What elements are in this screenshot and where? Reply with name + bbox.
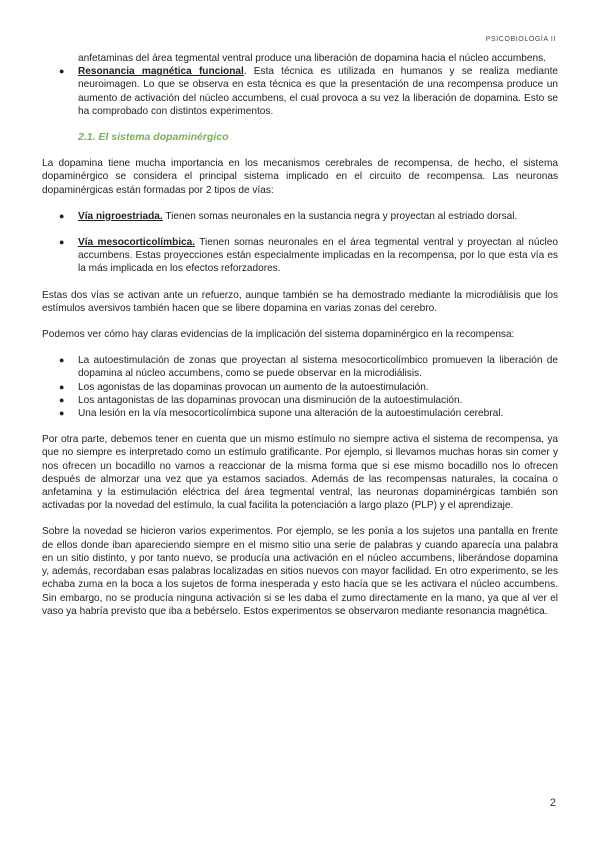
running-header: PSICOBIOLOGÍA II bbox=[485, 36, 556, 43]
pathway-term: Vía nigroestriada. bbox=[78, 210, 163, 222]
evidence-item bbox=[42, 394, 558, 407]
evidence-item bbox=[42, 354, 558, 380]
bullet-term: Resonancia magnética funcional bbox=[78, 66, 244, 78]
evidence-text: La autoestimulación de zonas que proyectan al sistema mesocorticolímbico promueven la liberación de dopamina al núcleo accumbens, como se puede observar en la microdiálisis. bbox=[78, 355, 558, 380]
bullet-icon: ● bbox=[59, 355, 65, 366]
paragraph-evidence-intro: Podemos ver cómo hay claras evidencias de la implicación del sistema dopaminérgico en la recompensa: bbox=[42, 329, 515, 341]
evidence-text: Los antagonistas de las dopaminas provocan una disminución de la autoestimulación. bbox=[78, 394, 463, 406]
evidence-text: Los agonistas de las dopaminas provocan un aumento de la autoestimulación. bbox=[78, 381, 429, 393]
bullet-fmri bbox=[42, 65, 558, 118]
bullet-icon: ● bbox=[59, 237, 65, 248]
page-number: 2 bbox=[549, 797, 556, 809]
evidence-list bbox=[42, 354, 558, 420]
pathway-item bbox=[42, 210, 558, 223]
paragraph-experiments: Sobre la novedad se hicieron varios experimentos. Por ejemplo, se les ponía a los sujetos una pantalla en frente de ellos donde iban apareciendo siempre en el mismo sitio una serie de palabras y cuando aparecía una palabra en un sitio distinto, y por tanto nuevo, se producía una activación en el núcleo accumbens, liberándose dopamina y, además, recordaban esas palabras localizadas en sitios nuevos con mayor facilidad. En otro experimento, se les echaba zuma en la boca a los sujetos de forma inesperada y esto hacía que se les activara el núcleo accumbens. Sin embargo, no se producía ninguna activación si se les daba el zumo directamente en la mano, ya que al ver el vaso ya habría previsto que iba a bebérselo. Estos experimentos se observaron mediante resonancia magnética. bbox=[42, 526, 558, 617]
bullet-icon: ● bbox=[59, 66, 65, 77]
bullet-text: . Esta técnica es utilizada en humanos y se realiza mediante neuroimagen. Lo que se observa en esta técnica es que la presentación de una recompensa produce un aumento de activación del núcleo accumbens, el cual provoca a su vez la liberación de dopamina. Esto se ha comprobado con distintos experimentos. bbox=[78, 66, 558, 117]
section-heading: 2.1. El sistema dopaminérgico bbox=[78, 131, 229, 144]
bullet-icon: ● bbox=[59, 408, 65, 419]
continued-bullet-text: anfetaminas del área tegmental ventral produce una liberación de dopamina hacia el núcleo accumbens. bbox=[78, 53, 546, 64]
pathway-text: Tienen somas neuronales en el área tegmental ventral y proyectan al núcleo accumbens. Estas proyecciones están especialmente implicadas en la recompensa, por lo que esta vía es la más implicada en los efectos reforzadores. bbox=[78, 237, 558, 275]
bullet-icon: ● bbox=[59, 394, 65, 405]
bullet-icon: ● bbox=[59, 381, 65, 392]
evidence-item bbox=[42, 381, 558, 394]
paragraph-novelty: Por otra parte, debemos tener en cuenta que un mismo estímulo no siempre activa el sistema de recompensa, ya que no siempre es interpretado como un estímulo gratificante. Por ejemplo, si llevamos muchas horas sin comer y nos ofrecen un bocadillo no vamos a reaccionar de la misma forma que si ese mismo bocadillo nos lo ofrecen después de almorzar una vez que ya estamos saciados. Además de las recompensas naturales, la cocaína o anfetamina y la estimulación eléctrica del área tegmental ventral, las neuronas dopaminérgicas también son activadas por la novedad del estímulo, la cual facilita la potenciación a largo plazo (PLP) y el aprendizaje. bbox=[42, 434, 558, 512]
paragraph-dopamine-intro: La dopamina tiene mucha importancia en los mecanismos cerebrales de recompensa, de hecho, el sistema dopaminérgico se considera el principal sistema implicado en el circuito de recompensa. Las neuronas dopaminérgicas están formadas por 2 tipos de vías: bbox=[42, 158, 558, 196]
paragraph-microdialysis: Estas dos vías se activan ante un refuerzo, aunque también se ha demostrado mediante la microdiálisis que los estímulos aversivos también hacen que se libere dopamina en varias zonas del cerebro. bbox=[42, 289, 558, 314]
evidence-text: Una lesión en la vía mesocorticolímbica supone una alteración de la autoestimulación cerebral. bbox=[78, 408, 504, 420]
page-body bbox=[42, 52, 558, 618]
evidence-item bbox=[42, 407, 558, 420]
pathway-item bbox=[42, 236, 558, 276]
bullet-icon: ● bbox=[59, 210, 65, 221]
pathway-term: Vía mesocorticolímbica. bbox=[78, 237, 196, 249]
pathway-text: Tienen somas neuronales en la sustancia negra y proyectan al estriado dorsal. bbox=[162, 210, 518, 222]
